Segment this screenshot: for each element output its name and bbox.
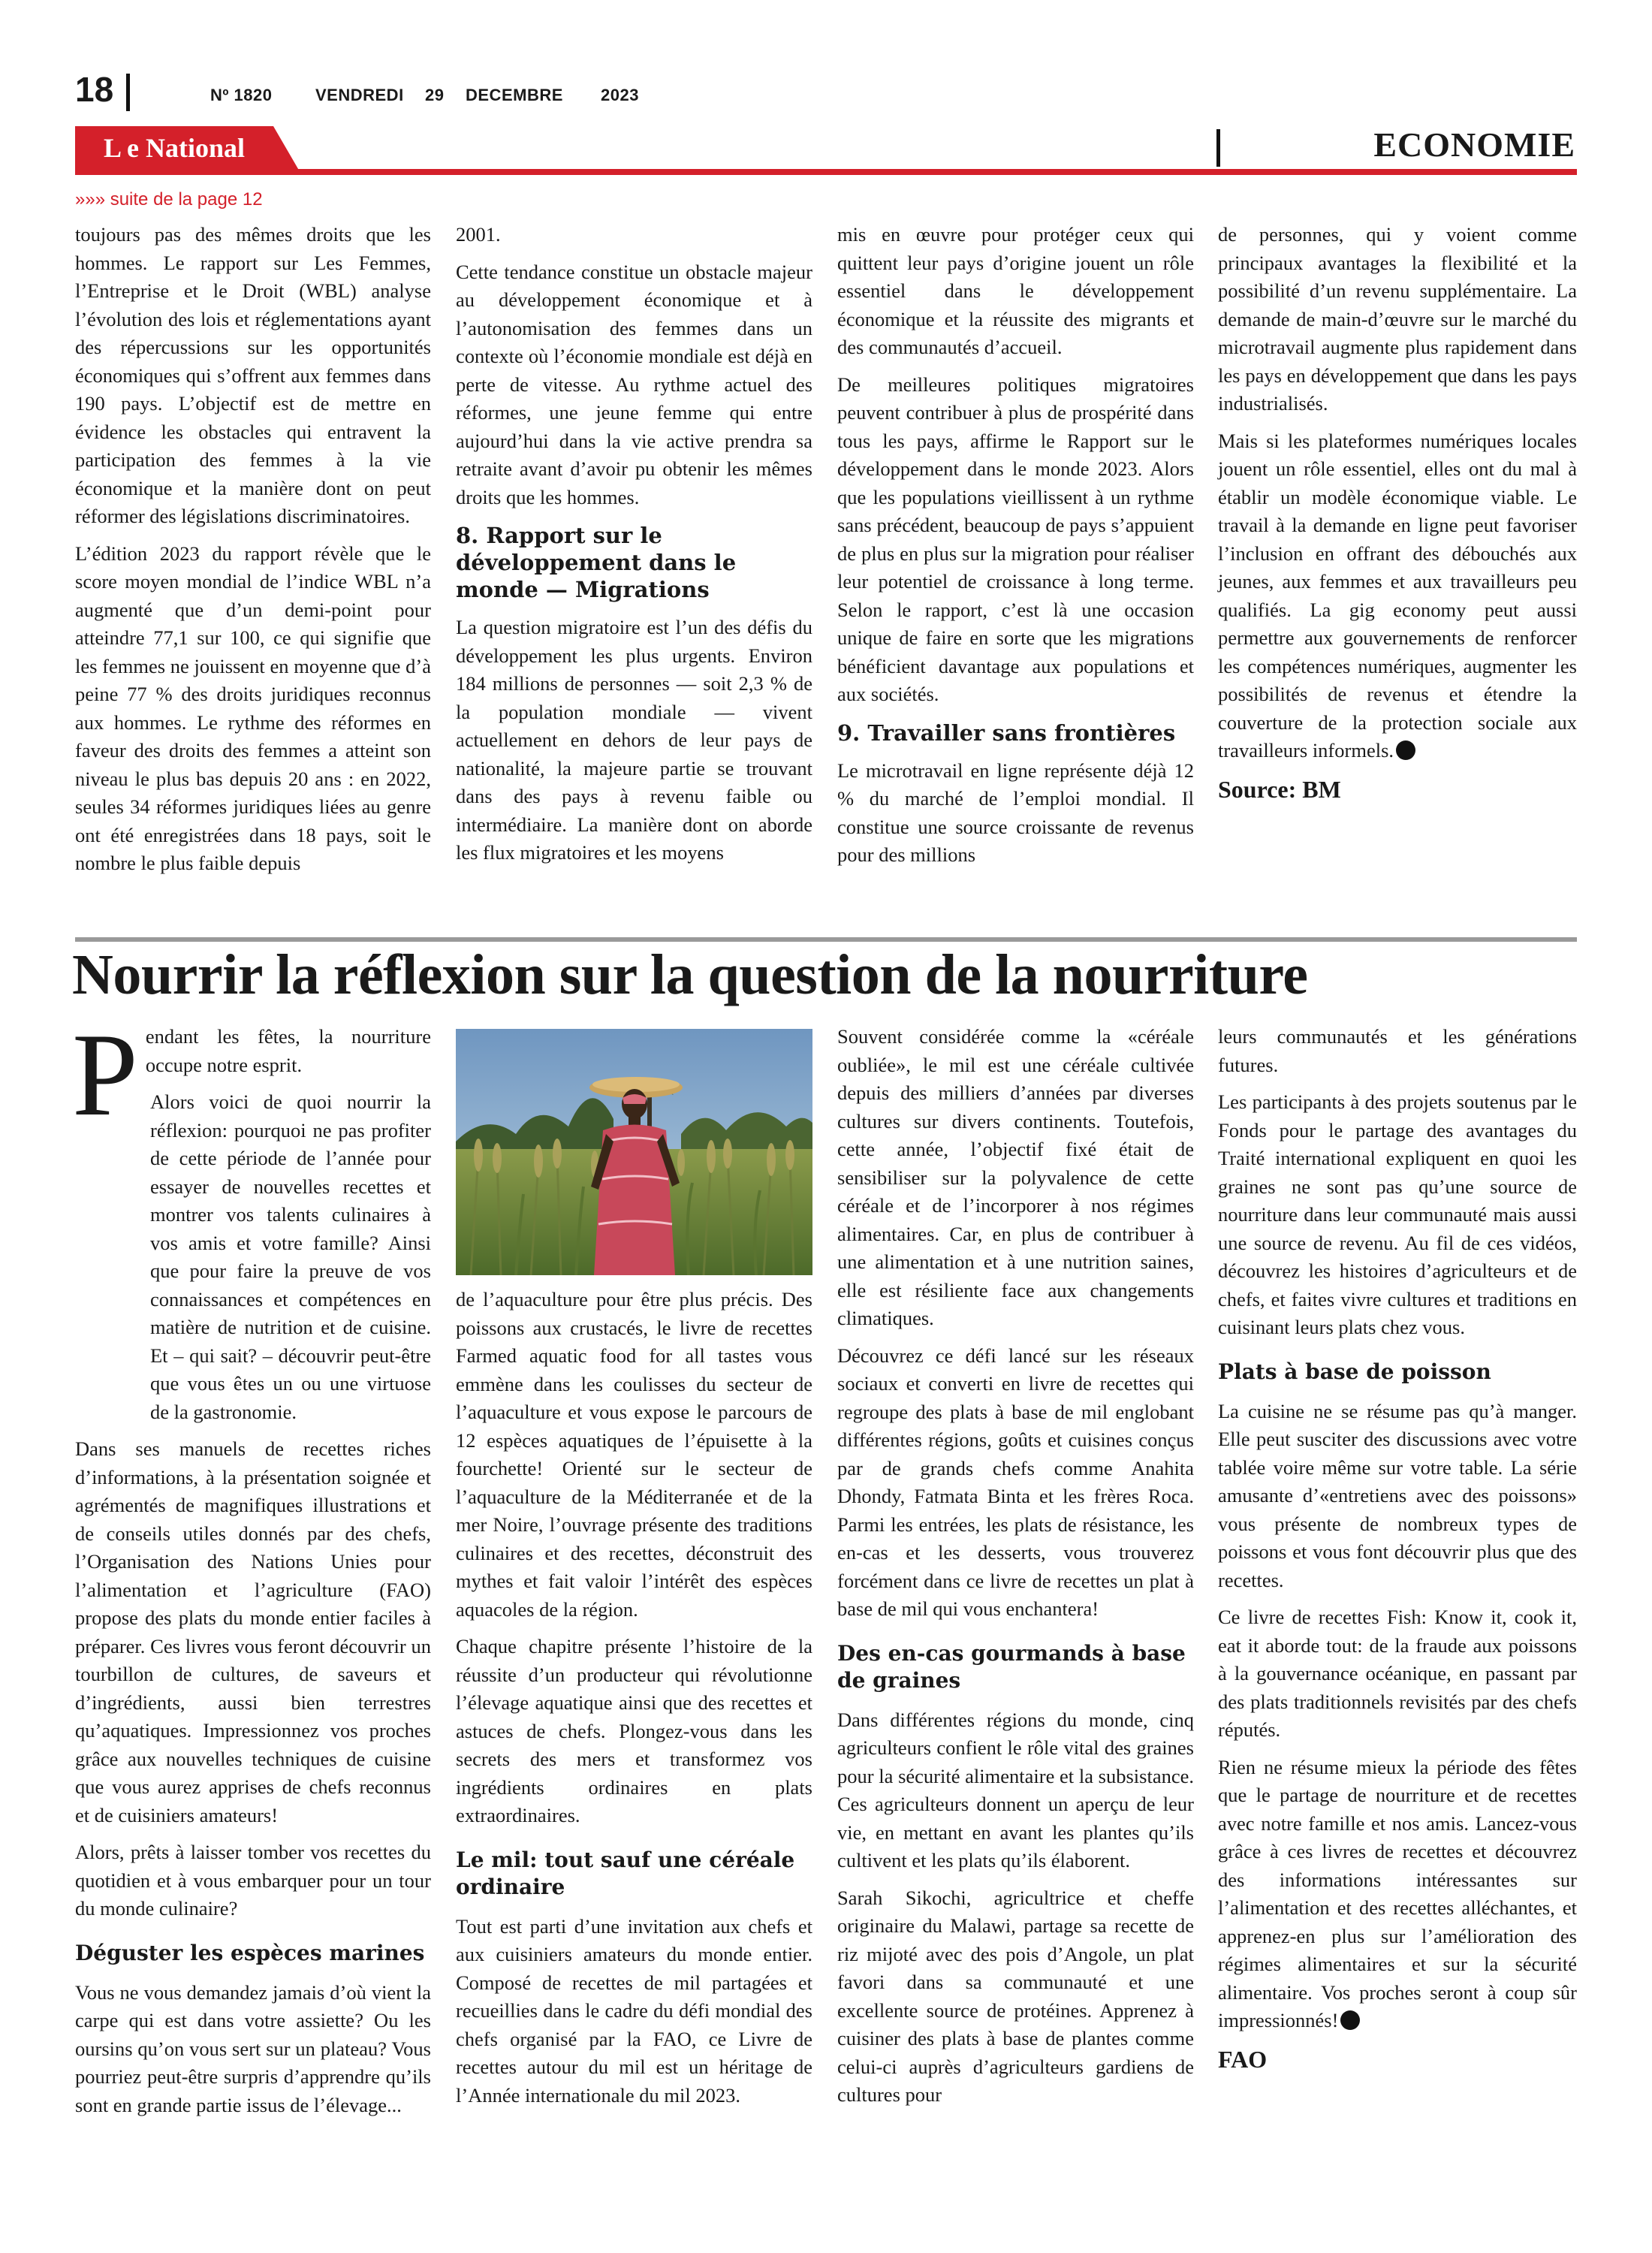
section-title: ECONOMIE xyxy=(1373,125,1575,164)
issue-number: Nº 1820 xyxy=(210,86,273,104)
end-mark-icon xyxy=(1396,740,1415,760)
drop-cap: P xyxy=(72,1009,138,1141)
paragraph: de l’aquaculture pour être plus précis. Des poissons aux crustacés, le livre de recettes Farmed aquatic food for all tastes vous emmène dans les coulisses du secteur de l’aquaculture et vous expose le parcours de 12 espèces aquatiques de l’épuisette à la fourchette! Orienté sur le secteur de l’aquaculture de la Méditerranée et de la mer Noire, l’ouvrage présente des traditions culinaires et des recettes, déconstruit des mythes et fait valoir l’intérêt des espèces aquacoles de la région. xyxy=(456,1288,812,1621)
paragraph-text: endant les fêtes, la nourriture occupe notre esprit. xyxy=(145,1025,431,1076)
paragraph: Souvent considérée comme la «céréale oubliée», le mil est une céréale cultivée depuis des milliers d’années par diverses cultures sur divers continents. Toutefois, cette année, l’objectif fixé était de sensibiliser sur la polyvalence de cette céréale et de l’incorporer à nos régimes alimentaires. Car, en plus de contribuer à une alimentation et à une nutrition saines, elle est résiliente face aux changements climatiques. xyxy=(837,1025,1194,1329)
top-article-col-2 xyxy=(456,221,812,876)
paragraph: L’édition 2023 du rapport révèle que le score moyen mondial de l’indice WBL n’a augmenté que d’un demi-point pour atteindre 77,1 sur 100, ce qui signifie que les femmes ne jouissent en moyenne que d’à peine 77 % des droits juridiques reconnus aux hommes. Le rythme des réformes en faveur des droits des femmes a atteint son niveau le plus bas depuis 20 ans : en 2022, seules 34 réformes juridiques liées au genre ont été enregistrées dans 18 pays, soit le nombre le plus faible depuis xyxy=(75,541,431,874)
bottom-article-col-1 xyxy=(72,1009,431,2128)
issue-year: 2023 xyxy=(601,86,639,104)
issue-day: VENDREDI xyxy=(315,86,404,104)
top-article-col-3 xyxy=(837,221,1194,879)
paragraph: La cuisine ne se résume pas qu’à manger. Elle peut susciter des discussions avec votre tablée voire même sur votre table. La série amusante d’«entretiens avec des poissons» vous présente de nombreux types de poissons et vous font découvrir plus que des recettes. xyxy=(1218,1399,1577,1591)
paragraph: Cette tendance constitue un obstacle majeur au développement économique et à l’autonomisation des femmes dans un contexte où l’économie mondiale est déjà en perte de vitesse. Au rythme actuel des réformes, une jeune femme qui entre aujourd’hui dans la vie active prendra sa retraite avant d’avoir pu obtenir les mêmes droits que les hommes. xyxy=(456,260,812,508)
article-source: FAO xyxy=(1218,2045,1268,2073)
paragraph-text: Rien ne résume mieux la période des fêtes que le partage de nourriture et de recettes avec notre famille et nos amis. Lancez-vous grâce à ces livres de recettes et découvrez des informations intéressantes sur l’alimentation et des recettes alléchantes, et apprenez-en plus sur l’amélioration des régimes alimentaires et sur la sécurité alimentaire. Vos proches seront à coup sûr impressionnés! xyxy=(1218,1755,1577,2031)
subheading-migrations: 8. Rapport sur le développement dans le monde — Migrations xyxy=(456,523,737,602)
paragraph: Tout est parti d’une invitation aux chefs et aux cuisiniers amateurs du monde entier. Composé de recettes de mil partagées et recueillies dans le cadre du défi mondial des chefs organisé par la FAO, ce Livre de recettes autour du mil est un héritage de l’Année internationale du mil 2023. xyxy=(456,1914,812,2107)
subheading-mil: Le mil: tout sauf une céréale ordinaire xyxy=(456,1847,795,1899)
paragraph: Dans différentes régions du monde, cinq agriculteurs confient le rôle vital des graines pour la sécurité alimentaire et la subsistance. Ces agriculteurs donnent un aperçu de leur vie, en mettant en avant les plantes qu’ils cultivent et les plats qu’ils élaborent. xyxy=(837,1708,1194,1871)
subheading-sans-frontieres: 9. Travailler sans frontières xyxy=(837,719,1176,746)
page-number-divider xyxy=(126,74,130,111)
subheading-especes-marines: Déguster les espèces marines xyxy=(75,1940,425,1965)
paragraph: de personnes, qui y voient comme principaux avantages la flexibilité et la possibilité d’un revenu supplémentaire. La demande de main-d’œuvre sur le marché du microtravail augmente plus rapidement dans les pays en développement que dans les pays industrialisés. xyxy=(1218,223,1577,415)
paragraph: Chaque chapitre présente l’histoire de la réussite d’un producteur qui révolutionne l’élevage aquatique ainsi que des recettes et astuces de chefs. Plongez-vous dans les secrets des mers et transformez vos ingrédients ordinaires en plats extraordinaires. xyxy=(456,1635,812,1826)
article-divider xyxy=(75,937,1577,942)
subheading-en-cas: Des en-cas gourmands à base de graines xyxy=(837,1640,1186,1693)
article-headline: Nourrir la réflexion sur la question de la nourriture xyxy=(72,943,1308,1006)
paragraph: La question migratoire est l’un des défis du développement les plus urgents. Environ 184 millions de personnes — soit 2,3 % de la population mondiale — vivent actuellement en dehors de leur pays de nationalité, la majeure partie se trouvant dans des pays à revenu faible ou intermédiaire. La manière dont on aborde les flux migratoires et les moyens xyxy=(456,616,812,864)
paragraph: Découvrez ce défi lancé sur les réseaux sociaux et converti en livre de recettes qui regroupe des plats à base de mil englobant différentes régions, goûts et cuisines conçus par de grands chefs comme Anahita Dhondy, Fatmata Binta et les frères Roca. Parmi les entrées, les plats de résistance, les en-cas et les desserts, vous trouverez forcément dans ce livre de recettes un plat à base de mil qui vous enchantera! xyxy=(837,1344,1194,1620)
brand-name: L e National xyxy=(104,133,246,163)
article-photo-millet-farmer xyxy=(456,1029,812,1275)
top-article-col-1 xyxy=(75,221,431,887)
section-divider xyxy=(1216,129,1220,167)
paragraph: Les participants à des projets soutenus par le Fonds pour le partage des avantages du Traité international expliquent en quoi les graines ne sont pas qu’une source de nourriture dans leur communauté mais aussi une source de revenu. Au fil de ces vidéos, découvrez les histoires d’agriculteurs et de chefs, et faites vivre cultures et traditions en cuisinant leurs plats chez vous. xyxy=(1218,1090,1577,1338)
paragraph: De meilleures politiques migratoires peuvent contribuer à plus de prospérité dans tous les pays, affirme le Rapport sur le développement dans le monde 2023. Alors que les populations vieillissent à un rythme sans précédent, beaucoup de pays s’appuient de plus en plus sur la migration pour réaliser leur potentiel de croissance à long terme. Selon le rapport, c’est là une occasion unique de faire en sorte que les migrations bénéficient davantage aux populations et aux sociétés. xyxy=(837,372,1194,705)
paragraph: Sarah Sikochi, agricultrice et cheffe originaire du Malawi, partage sa recette de riz mijoté avec des pois d’Angole, un plat favori dans sa communauté et une excellente source de protéines. Apprenez à cuisiner des plats à base de plantes comme celui-ci auprès d’agriculteurs gardiens de cultures pour xyxy=(837,1886,1194,2106)
page-number: 18 xyxy=(75,70,114,109)
paragraph xyxy=(1218,1754,1577,2035)
paragraph: leurs communautés et les générations futures. xyxy=(1218,1025,1577,1076)
paragraph: mis en œuvre pour protéger ceux qui quittent leur pays d’origine jouent un rôle essentiel dans le développement économique et la réussite des migrants et des communautés d’accueil. xyxy=(837,223,1194,358)
top-article-col-4 xyxy=(1218,221,1577,804)
bottom-article-col-2 xyxy=(456,1286,812,2119)
issue-date: 29 xyxy=(425,86,445,104)
article-source: Source: BM xyxy=(1218,775,1341,803)
paragraph: Alors, prêts à laisser tomber vos recettes du quotidien et à vous embarquer pour un tour du monde culinaire? xyxy=(75,1841,431,1920)
paragraph: Le microtravail en ligne représente déjà 12 % du marché de l’emploi mondial. Il constitue une source croissante de revenus pour des millions xyxy=(837,759,1194,866)
paragraph: Alors voici de quoi nourrir la réflexion: pourquoi ne pas profiter de cette période de l’année pour essayer de nouvelles recettes et montrer vos talents culinaires à vos amis et votre famille? Ainsi que pour faire la preuve de vos connaissances et compétences en matière de nutrition et de cuisine. Et – qui sait? – découvrir peut-être que vous êtes un ou une virtuose de la gastronomie. xyxy=(150,1090,431,1423)
paragraph xyxy=(72,1009,431,1141)
paragraph: toujours pas des mêmes droits que les hommes. Le rapport sur Les Femmes, l’Entreprise et le Droit (WBL) analyse l’évolution des lois et réglementations ayant des répercussions sur les opportunités économiques qui s’offrent aux femmes dans 190 pays. L’objectif est de mettre en évidence les obstacles qui entravent la participation des femmes à la vie économique et la manière dont on peut réformer des législations discriminatoires. xyxy=(75,223,431,527)
paragraph: 2001. xyxy=(456,223,501,246)
bottom-article-col-3 xyxy=(837,1023,1194,2119)
end-mark-icon xyxy=(1340,2010,1360,2030)
issue-month: DECEMBRE xyxy=(466,86,563,104)
continued-from[interactable]: »»» suite de la page 12 xyxy=(75,189,263,210)
paragraph: Ce livre de recettes Fish: Know it, cook it, eat it aborde tout: de la fraude aux poissons à la gouvernance océanique, en passant par des plats traditionnels revisités par des chefs réputés. xyxy=(1218,1606,1577,1741)
bottom-article-col-4 xyxy=(1218,1023,1577,2074)
paragraph: Vous ne vous demandez jamais d’où vient la carpe qui est dans votre assiette? Ou les oursins qu’on vous sert sur un plateau? Vous pourriez peut-être surpris d’apprendre qu’ils sont en grande partie issus de l’élevage... xyxy=(75,1980,431,2116)
subheading-poisson: Plats à base de poisson xyxy=(1218,1359,1491,1384)
paragraph: Dans ses manuels de recettes riches d’informations, à la présentation soignée et agrémentés de magnifiques illustrations et de conseils utiles donnés par des chefs, l’Organisation des Nations Unies pour l’alimentation et l’agriculture (FAO) propose des plats du monde entier faciles à préparer. Ces livres vous feront découvrir un tourbillon de cultures, de saveurs et d’ingrédients, aussi bien terrestres qu’aquatiques. Impressionnez vos proches grâce aux nouvelles techniques de cuisine que vous aurez apprises de chefs reconnus et de cuisiniers amateurs! xyxy=(75,1437,431,1826)
paragraph xyxy=(1218,427,1577,765)
header-rule xyxy=(75,169,1577,175)
paragraph-text: Mais si les plateformes numériques locales jouent un rôle essentiel, elles ont du mal à établir un modèle économique viable. Le travail à la demande en ligne peut favoriser l’inclusion en offrant des débouchés aux jeunes, aux femmes et aux travailleurs peu qualifiés. La gig economy peut aussi permettre aux gouvernements de renforcer les compétences numériques, augmenter les possibilités de revenus et étendre la couverture de la protection sociale aux travailleurs informels. xyxy=(1218,429,1577,762)
